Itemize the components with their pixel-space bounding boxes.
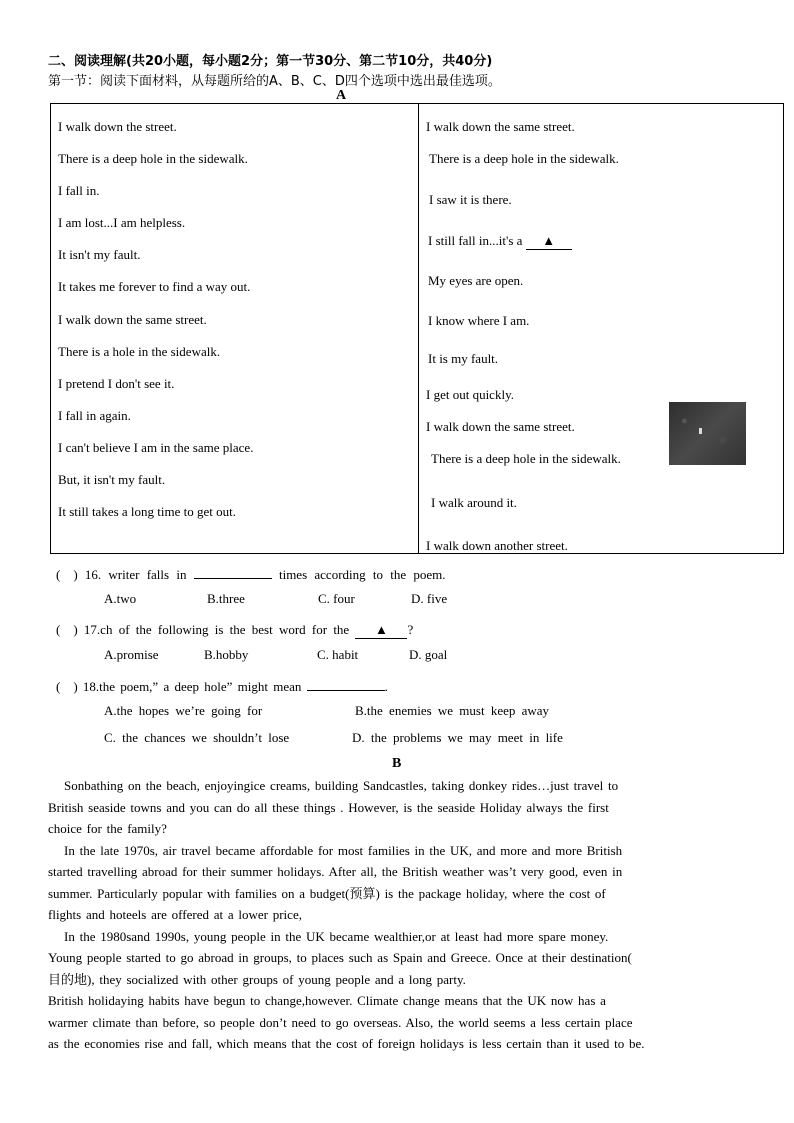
question-stem: 17.ch of the following is the best word for the xyxy=(83,622,350,637)
option-b[interactable]: B.hobby xyxy=(204,647,249,662)
poem-right-line: There is a deep hole in the sidewalk. xyxy=(431,451,621,466)
option-a[interactable]: A.two xyxy=(104,591,137,606)
poem-right-line xyxy=(428,233,572,250)
poem-left-line: I am lost...I am helpless. xyxy=(58,215,186,230)
question-stem: 16. writer falls in xyxy=(84,567,187,582)
answer-paren[interactable]: ( ) xyxy=(56,622,78,637)
poem-left-line: I can't believe I am in the same place. xyxy=(58,440,254,455)
passage-line: In the late 1970s, air travel became affordable for most families in the UK, and more and more British xyxy=(64,842,623,858)
passage-a-label: A xyxy=(336,88,347,103)
answer-blank xyxy=(307,690,385,691)
question-stem-end: times according to the poem. xyxy=(278,567,446,582)
poem-left-line: I pretend I don't see it. xyxy=(58,376,175,391)
question-stem-end: ? xyxy=(407,622,414,637)
poem-left-line: I fall in again. xyxy=(58,408,131,423)
passage-b-text xyxy=(48,775,748,1055)
passage-line: started travelling abroad for their summer holidays. After all, the British weather was’t very good, even in xyxy=(48,864,623,879)
option-c[interactable]: C. four xyxy=(318,591,355,606)
passage-line: British holidaying habits have begun to change,however. Climate change means that the UK now has a xyxy=(48,993,606,1008)
poem-left-line: There is a deep hole in the sidewalk. xyxy=(58,151,248,166)
poem-right-line: There is a deep hole in the sidewalk. xyxy=(429,151,619,166)
answer-blank: ▲ xyxy=(355,622,407,639)
poem-left-line: It still takes a long time to get out. xyxy=(58,504,237,519)
option-d[interactable]: D. goal xyxy=(409,647,448,662)
option-a[interactable]: A.the hopes we’re going for xyxy=(104,703,263,718)
section-title: 二、阅读理解(共20小题，每小题2分；第一节30分、第二节10分，共40分) xyxy=(48,54,493,69)
poem-left-line: It takes me forever to find a way out. xyxy=(58,279,251,294)
poem-right-line: My eyes are open. xyxy=(428,273,524,288)
poem-table-divider xyxy=(418,103,419,554)
poem-right-line: I know where I am. xyxy=(428,313,530,328)
poem-right-line: I walk around it. xyxy=(431,495,517,510)
poem-right-line: I walk down the same street. xyxy=(426,419,575,434)
passage-line: Young people started to go abroad in groups, to places such as Spain and Greece. Once at their destination( xyxy=(48,950,632,965)
poem-blank-marker: ▲ xyxy=(526,233,572,250)
question-stem-end: . xyxy=(384,679,388,694)
question-18 xyxy=(56,676,388,695)
passage-line: flights and hoteels are offered at a lower price, xyxy=(48,907,302,922)
passage-line: warmer climate than before, so people don’t need to go overseas. Also, the world seems a less certain place xyxy=(48,1014,633,1030)
option-d[interactable]: D. five xyxy=(411,591,448,606)
poem-left-line: But, it isn't my fault. xyxy=(58,472,166,487)
question-17 xyxy=(56,619,413,639)
poem-right-line: I walk down the same street. xyxy=(426,119,575,134)
question-16 xyxy=(56,564,446,583)
poem-left-line: I walk down the street. xyxy=(58,119,177,134)
instruction-text: 第一节：阅读下面材料，从每题所给的A、B、C、D四个选项中选出最佳选项。 xyxy=(48,74,501,89)
passage-line: Sonbathing on the beach, enjoyingice creams, building Sandcastles, taking donkey rides…just travel to xyxy=(64,778,619,793)
poem-left-line: I fall in. xyxy=(58,183,100,198)
poem-photo xyxy=(669,402,746,465)
option-b[interactable]: B.the enemies we must keep away xyxy=(355,703,550,718)
answer-paren[interactable]: ( ) xyxy=(56,679,78,694)
passage-line: 目的地), they socialized with other groups of young people and a long party. xyxy=(48,971,466,987)
poem-right-line: I walk down another street. xyxy=(426,538,568,553)
poem-right-line: I get out quickly. xyxy=(426,387,514,402)
poem-left-line: There is a hole in the sidewalk. xyxy=(58,344,221,359)
passage-line: as the economies rise and fall, which means that the cost of foreign holidays is less certain than it used to be. xyxy=(48,1036,645,1051)
answer-paren[interactable]: ( ) xyxy=(56,567,78,582)
poem-right-line-text: I still fall in...it's a xyxy=(428,233,523,248)
answer-blank xyxy=(194,578,272,579)
poem-right-line: It is my fault. xyxy=(428,351,499,366)
poem-left-line: It isn't my fault. xyxy=(58,247,141,262)
passage-line: British seaside towns and you can do all these things . However, is the seaside Holiday always the first xyxy=(48,799,609,815)
passage-line: summer. Particularly popular with families on a budget(预算) is the package holiday, where the cost of xyxy=(48,885,606,901)
option-d[interactable]: D. the problems we may meet in life xyxy=(352,730,563,745)
poem-right-line: I saw it is there. xyxy=(429,192,512,207)
poem-left-line: I walk down the same street. xyxy=(58,312,207,327)
passage-line: choice for the family? xyxy=(48,821,167,836)
option-a[interactable]: A.promise xyxy=(104,647,159,662)
option-b[interactable]: B.three xyxy=(207,591,245,606)
passage-line: In the 1980sand 1990s, young people in the UK became wealthier,or at least had more spare money. xyxy=(64,928,609,944)
option-c[interactable]: C. habit xyxy=(317,647,359,662)
option-c[interactable]: C. the chances we shouldn’t lose xyxy=(104,730,290,745)
question-stem: 18.the poem,” a deep hole” might mean xyxy=(82,679,302,694)
passage-b-label: B xyxy=(392,756,402,771)
